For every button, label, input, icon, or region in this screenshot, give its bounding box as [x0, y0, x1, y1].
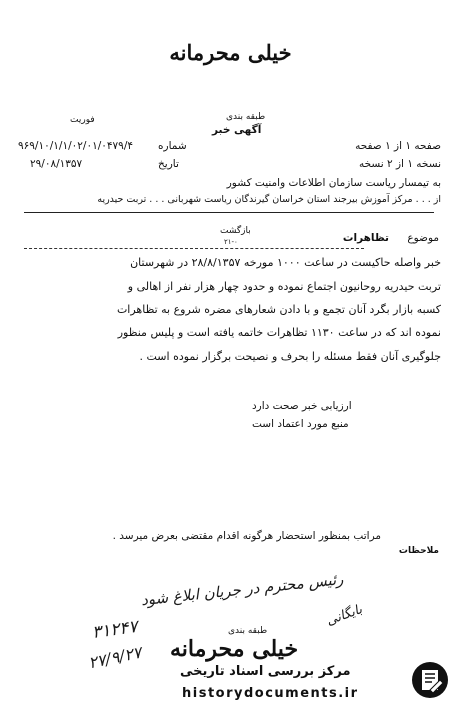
classification-label: طبقه بندی — [226, 112, 266, 122]
page-number: ۹۶۹/۱۰/۱/۱/۰۲/۰۱/۰۴۷۹/۴ — [18, 140, 133, 152]
body-line-1: خبر واصله حاکیست در ساعت ۱۰۰۰ مورخه ۲۸/۸/۱۳۵۷ در شهرستان — [130, 256, 441, 269]
body-line-2: تربت حیدریه روحانیون اجتماع نموده و حدود چهار هزار نفر از اهالی و — [127, 280, 441, 293]
body-line-5: جلوگیری آنان فقط مسئله را بحرف و نصیحت برگزار نموده است . — [139, 350, 441, 363]
priority-label: فوریت — [70, 115, 95, 125]
evaluation-line-2: منبع مورد اعتماد است — [252, 418, 349, 430]
evaluation-line-1: ارزیابی خبر صحت دارد — [252, 400, 352, 412]
doc-type: آگهی خبر — [212, 124, 262, 136]
reference-value: ۲۱-۰ — [224, 238, 238, 246]
body-line-4: نموده اند که در ساعت ۱۱۳۰ تظاهرات خاتمه یافته است و پلیس منظور — [117, 326, 441, 339]
document-title: خیلی محرمانه — [169, 40, 292, 65]
recipient-line: به تیمسار ریاست سازمان اطلاعات وامنیت کشور — [226, 177, 441, 189]
handwritten-number: ۳۱۲۴۷ — [90, 616, 139, 644]
date-value: ۲۹/۰۸/۱۳۵۷ — [30, 158, 83, 170]
copy-row: نسخه ۱ از ۲ نسخه — [358, 158, 441, 170]
bottom-title: خیلی محرمانه — [170, 636, 299, 662]
notes-label: ملاحظات — [398, 546, 439, 556]
watermark-url: historydocuments.ir — [182, 686, 359, 701]
bottom-classification-label: طبقه بندی — [228, 626, 268, 636]
page-row: صفحه ۱ از ۱ صفحه — [355, 140, 441, 152]
archive-logo-icon — [410, 660, 450, 700]
action-line: مراتب بمنظور استحضار هرگونه اقدام مقتضی بعرض میرسد . — [112, 530, 381, 542]
watermark-name: مرکز بررسی اسناد تاریخی — [180, 664, 351, 679]
subject-underline — [24, 248, 364, 249]
handwritten-signature: بایگانی — [324, 602, 365, 629]
sender-line: از . . . مرکز آموزش بیرجند استان خراسان گیرندگان ریاست شهربانی . . . تربت حیدریه — [97, 194, 441, 205]
handwritten-date: ۲۷/۹/۲۷ — [86, 642, 144, 673]
handwritten-note: رئیس محترم در جریان ابلاغ شود — [140, 570, 345, 610]
subject-value: تظاهرات — [342, 232, 389, 244]
page-number-label: شماره — [158, 140, 187, 152]
subject-label: موضوع — [407, 232, 439, 244]
body-line-3: کسبه بازار بگرد آنان تجمع و با دادن شعارهای مضره شروع به تظاهرات — [116, 303, 441, 316]
header-divider — [24, 212, 434, 213]
date-label: تاریخ — [158, 158, 179, 170]
reference-label: بازگشت — [220, 226, 251, 236]
